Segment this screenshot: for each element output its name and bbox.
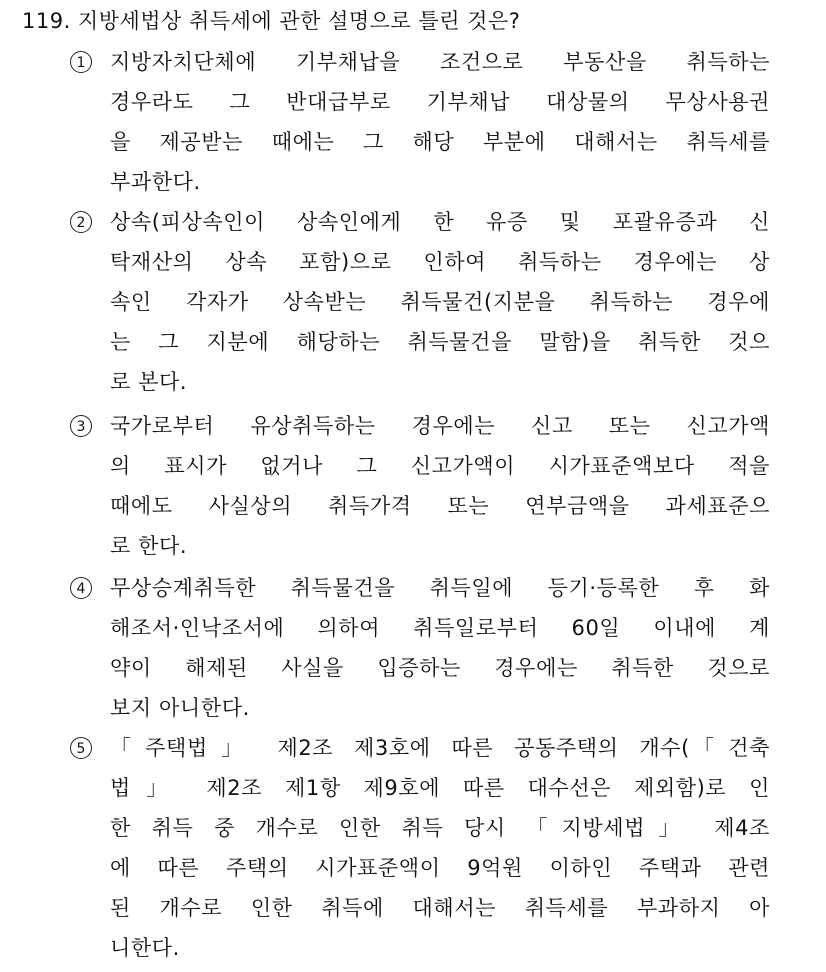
option-4-marker: 4 [70, 577, 92, 599]
option-2-line: 상속(피상속인이 상속인에게 한 유증 및 포괄유증과 신 [110, 210, 770, 234]
option-3-line: 때에도 사실상의 취득가격 또는 연부금액을 과세표준으 [110, 494, 770, 518]
option-1-line: 지방자치단체에 기부채납을 조건으로 부동산을 취득하는 [110, 50, 770, 74]
option-2-line: 속인 각자가 상속받는 취득물건(지분을 취득하는 경우에 [110, 290, 770, 314]
option-1-line: 부과한다. [110, 170, 201, 194]
option-5-line: 니한다. [110, 936, 180, 960]
question-title: 119. 지방세법상 취득세에 관한 설명으로 틀린 것은? [22, 9, 521, 33]
option-3-line: 국가로부터 유상취득하는 경우에는 신고 또는 신고가액 [110, 414, 770, 438]
option-5-marker: 5 [70, 737, 92, 759]
option-1-line: 을 제공받는 때에는 그 해당 부분에 대해서는 취득세를 [110, 130, 770, 154]
option-4-line: 약이 해제된 사실을 입증하는 경우에는 취득한 것으로 [110, 656, 770, 680]
option-4-line: 무상승계취득한 취득물건을 취득일에 등기·등록한 후 화 [110, 576, 770, 600]
option-4-line: 보지 아니한다. [110, 696, 250, 720]
option-5-line: 한 취득 중 개수로 인한 취득 당시 「지방세법」 제4조 [110, 816, 770, 840]
option-5-line: 「주택법」 제2조 제3호에 따른 공동주택의 개수(「건축 [110, 736, 770, 760]
option-5-line: 법」 제2조 제1항 제9호에 따른 대수선은 제외함)로 인 [110, 776, 770, 800]
option-5-line: 에 따른 주택의 시가표준액이 9억원 이하인 주택과 관련 [110, 856, 770, 880]
option-5-line: 된 개수로 인한 취득에 대해서는 취득세를 부과하지 아 [110, 896, 770, 920]
option-3-line: 의 표시가 없거나 그 신고가액이 시가표준액보다 적을 [110, 454, 770, 478]
option-4-line: 해조서·인낙조서에 의하여 취득일로부터 60일 이내에 계 [110, 616, 770, 640]
option-3-line: 로 한다. [110, 534, 188, 558]
option-1-line: 경우라도 그 반대급부로 기부채납 대상물의 무상사용권 [110, 90, 770, 114]
option-2-line: 탁재산의 상속 포함)으로 인하여 취득하는 경우에는 상 [110, 250, 770, 274]
option-3-marker: 3 [70, 415, 92, 437]
option-2-line: 로 본다. [110, 370, 188, 394]
option-2-line: 는 그 지분에 해당하는 취득물건을 말함)을 취득한 것으 [110, 330, 770, 354]
option-2-marker: 2 [70, 211, 92, 233]
option-1-marker: 1 [70, 51, 92, 73]
